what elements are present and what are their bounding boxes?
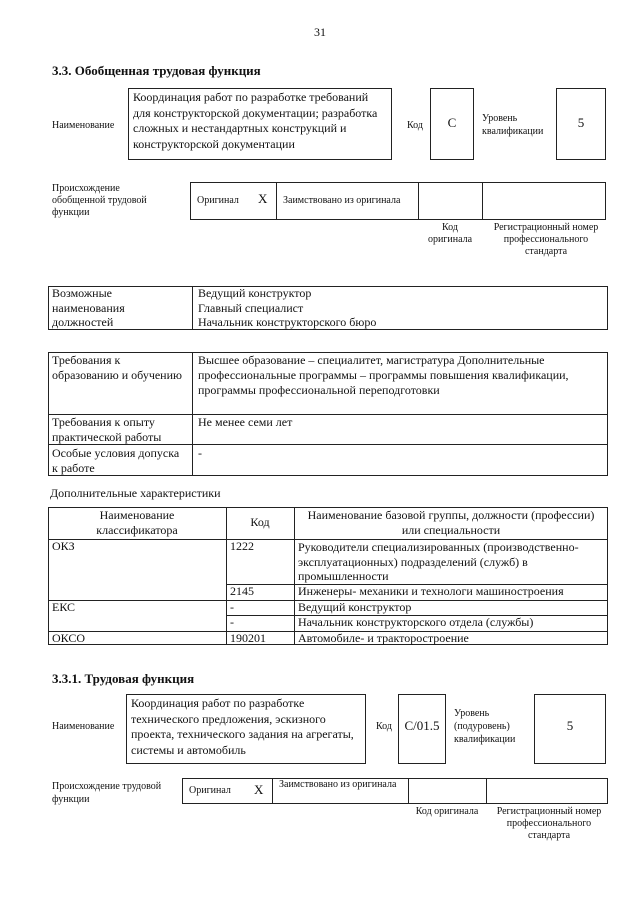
origin-reg-caption: Регистрационный номер профессионального стандарта: [493, 222, 599, 257]
lf-code-value: C/01.5: [404, 718, 440, 733]
origin-code-caption: Код оригинала: [427, 222, 473, 245]
req-experience-value: Не менее семи лет: [198, 415, 293, 429]
level-value: 5: [577, 115, 585, 130]
name-label: Наименование: [52, 120, 115, 131]
lf-code-label: Код: [376, 721, 392, 732]
row-1-code: 1222: [230, 539, 254, 553]
origin-mark: X: [258, 191, 268, 206]
row-5-classifier: ОКСО: [52, 631, 86, 645]
level-label: Уровень квалификации: [482, 113, 544, 137]
req-education-value: Высшее образование – специалитет, магистратура Дополнительные профессиональные программы – программы повышения квалификации, программы профессиональной переподготовки: [198, 353, 569, 397]
header-name: Наименование базовой группы, должности (профессии) или специальности: [307, 508, 595, 537]
header-classifier: Наименование классификатора: [96, 508, 178, 537]
lf-origin-borrowed: Заимствовано из оригинала: [279, 779, 397, 790]
lf-origin-reg-caption: Регистрационный номер профессионального стандарта: [496, 806, 602, 841]
page-number: 31: [314, 25, 326, 39]
lf-origin-mark: X: [254, 782, 264, 797]
position-2: Главный специалист: [198, 300, 304, 315]
header-code: Код: [250, 515, 270, 529]
req-conditions-label: Особые условия допуска к работе: [52, 446, 180, 475]
origin-label: Происхождение обобщенной трудовой функции: [52, 183, 147, 218]
positions-label: Возможные наименования должностей: [52, 286, 125, 329]
row-1-name: Руководители специализированных (производственно-эксплуатационных) подразделений (служб) в промышленности: [298, 540, 579, 584]
function-name-value: Координация работ по разработке требований для конструкторской документации; разработка сложных и нестандартных конструкций и конструкторской документации: [133, 90, 378, 151]
code-label: Код: [407, 120, 423, 131]
lf-level-value: 5: [566, 718, 574, 733]
additional-heading: Дополнительные характеристики: [50, 486, 221, 500]
row-3-classifier: ЕКС: [52, 600, 76, 614]
section-heading: 3.3. Обобщенная трудовая функция: [52, 63, 261, 78]
lf-level-label: Уровень (подуровень) квалификации: [454, 708, 516, 745]
req-education-label: Требования к образованию и обучению: [52, 353, 182, 382]
row-3-name: Ведущий конструктор: [298, 600, 412, 614]
position-3: Начальник конструкторского бюро: [198, 315, 377, 329]
code-value: C: [447, 115, 457, 130]
row-4-name: Начальник конструкторского отдела (службы): [298, 615, 534, 629]
lf-name-label: Наименование: [52, 721, 115, 732]
origin-borrowed: Заимствовано из оригинала: [283, 195, 401, 206]
row-5-code: 190201: [230, 631, 266, 645]
row-5-name: Автомобиле- и тракторостроение: [298, 631, 469, 645]
row-2-code: 2145: [230, 584, 254, 598]
row-4-code: -: [230, 615, 234, 629]
lf-origin-label: Происхождение трудовой функции: [52, 781, 162, 805]
row-3-code: -: [230, 600, 234, 614]
lf-origin-original: Оригинал: [189, 785, 231, 796]
origin-original: Оригинал: [197, 195, 239, 206]
position-1: Ведущий конструктор: [198, 286, 312, 300]
lf-origin-code-caption: Код оригинала: [415, 806, 479, 817]
row-1-classifier: ОКЗ: [52, 539, 75, 553]
subsection-heading: 3.3.1. Трудовая функция: [52, 671, 195, 686]
req-conditions-value: -: [198, 446, 202, 460]
lf-name-value: Координация работ по разработке технического предложения, эскизного проекта, технического задания на агрегаты, системы и автомобиль: [131, 696, 354, 757]
row-2-name: Инженеры- механики и технологи машиностроения: [298, 584, 564, 598]
req-experience-label: Требования к опыту практической работы: [52, 415, 162, 444]
